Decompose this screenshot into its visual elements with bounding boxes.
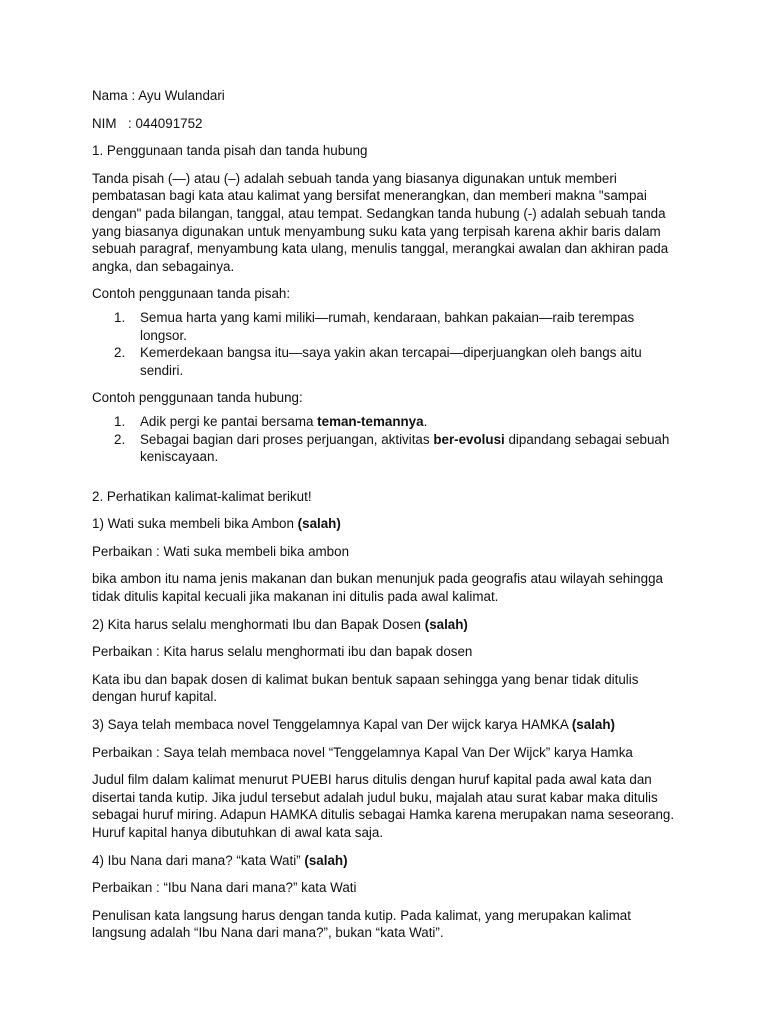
question-sentence — [92, 616, 677, 634]
salah-mark: (salah) — [297, 516, 341, 532]
list-text-post: . — [423, 413, 428, 429]
nama-line — [92, 87, 677, 105]
pisah-intro: Contoh penggunaan tanda pisah: — [92, 286, 291, 302]
sentence-text: 1) Wati suka membeli bika Ambon — [92, 516, 298, 532]
list-number: 1. — [114, 309, 126, 325]
nim-separator: : — [128, 115, 132, 131]
sentence-text: 2) Kita harus selalu menghormati Ibu dan Bapak Dosen — [92, 616, 425, 632]
list-text-bold: teman-temannya — [317, 413, 424, 429]
sentence-text: 3) Saya telah membaca novel Tenggelamnya Kapal van Der wijck karya HAMKA — [92, 717, 572, 733]
list-text-post: dipandang sebagai sebuah keniscayaan. — [140, 431, 670, 465]
question-sentence — [92, 852, 677, 870]
question-sentence — [92, 515, 677, 533]
list-item — [92, 413, 677, 431]
list-item — [92, 344, 677, 379]
salah-mark: (salah) — [424, 616, 468, 632]
pisah-list — [92, 309, 677, 379]
list-item — [92, 309, 677, 344]
correction-line: Perbaikan : Kita harus selalu menghormati ibu dan bapak dosen — [92, 644, 473, 660]
explanation-paragraph: Judul film dalam kalimat menurut PUEBI harus ditulis dengan huruf kapital pada awal kata dan disertai tanda kutip. Jika judul tersebut adalah judul buku, majalah atau surat kabar maka ditulis sebagai huruf miring. Adapun HAMKA ditulis sebagai Hamka karena merupakan nama seseorang. Huruf kapital hanya dibutuhkan di awal kata saja. — [92, 772, 675, 840]
list-text: Semua harta yang kami miliki—rumah, kendaraan, bahkan pakaian—raib terempas longsor. — [140, 309, 635, 343]
hubung-intro: Contoh penggunaan tanda hubung: — [92, 390, 303, 406]
salah-mark: (salah) — [304, 852, 348, 868]
list-number: 2. — [114, 431, 126, 447]
salah-mark: (salah) — [571, 717, 615, 733]
nama-separator: : — [131, 88, 136, 103]
question-sentence — [92, 716, 677, 734]
list-item — [92, 431, 677, 466]
explanation-paragraph: bika ambon itu nama jenis makanan dan bukan menunjuk pada geografis atau wilayah sehingga tidak ditulis kapital kecuali jika makanan ini ditulis pada awal kalimat. — [92, 571, 663, 605]
section1-paragraph: Tanda pisah (—) atau (–) adalah sebuah tanda yang biasanya digunakan untuk memberi pembatasan bagi kata atau kalimat yang bersifat menerangkan, dan memberi makna "sampai dengan" pada bilangan, tanggal, atau tempat. Sedangkan tanda hubung (-) adalah sebuah tanda yang biasanya digunakan untuk menyambung suku kata yang terpisah karena akhir baris dalam sebuah paragraf, menyambung kata ulang, menulis tanggal, merangkai awalan dan akhiran pada angka, dan sebagainya. — [92, 170, 669, 274]
sentence-text: 4) Ibu Nana dari mana? “kata Wati” — [92, 852, 305, 868]
explanation-paragraph: Kata ibu dan bapak dosen di kalimat bukan bentuk sapaan sehingga yang benar tidak ditulis dengan huruf kapital. — [92, 671, 639, 705]
list-text-bold: ber-evolusi — [433, 431, 505, 447]
hubung-list — [92, 413, 677, 466]
list-number: 2. — [114, 345, 126, 361]
nama-value: Ayu Wulandari — [138, 88, 225, 103]
section1-heading: 1. Penggunaan tanda pisah dan tanda hubung — [92, 143, 368, 159]
nim-line — [92, 115, 677, 133]
nim-label: NIM — [92, 115, 117, 131]
correction-line: Perbaikan : “Ibu Nana dari mana?” kata Wati — [92, 880, 357, 896]
list-text-pre: Adik pergi ke pantai bersama — [140, 413, 318, 429]
list-number: 1. — [114, 413, 126, 429]
nama-label: Nama — [92, 88, 128, 103]
list-text: Kemerdekaan bangsa itu—saya yakin akan tercapai—diperjuangkan oleh bangs aitu sendiri. — [140, 345, 642, 378]
explanation-paragraph: Penulisan kata langsung harus dengan tanda kutip. Pada kalimat, yang merupakan kalimat langsung adalah “Ibu Nana dari mana?”, bukan “kata Wati”. — [92, 907, 631, 941]
correction-line: Perbaikan : Saya telah membaca novel “Tenggelamnya Kapal Van Der Wijck” karya Hamka — [92, 744, 633, 760]
nim-value: 044091752 — [135, 115, 203, 131]
document-page — [92, 87, 677, 942]
section2-heading: 2. Perhatikan kalimat-kalimat berikut! — [92, 488, 312, 504]
list-text-pre: Sebagai bagian dari proses perjuangan, aktivitas — [140, 431, 434, 447]
correction-line: Perbaikan : Wati suka membeli bika ambon — [92, 543, 350, 559]
